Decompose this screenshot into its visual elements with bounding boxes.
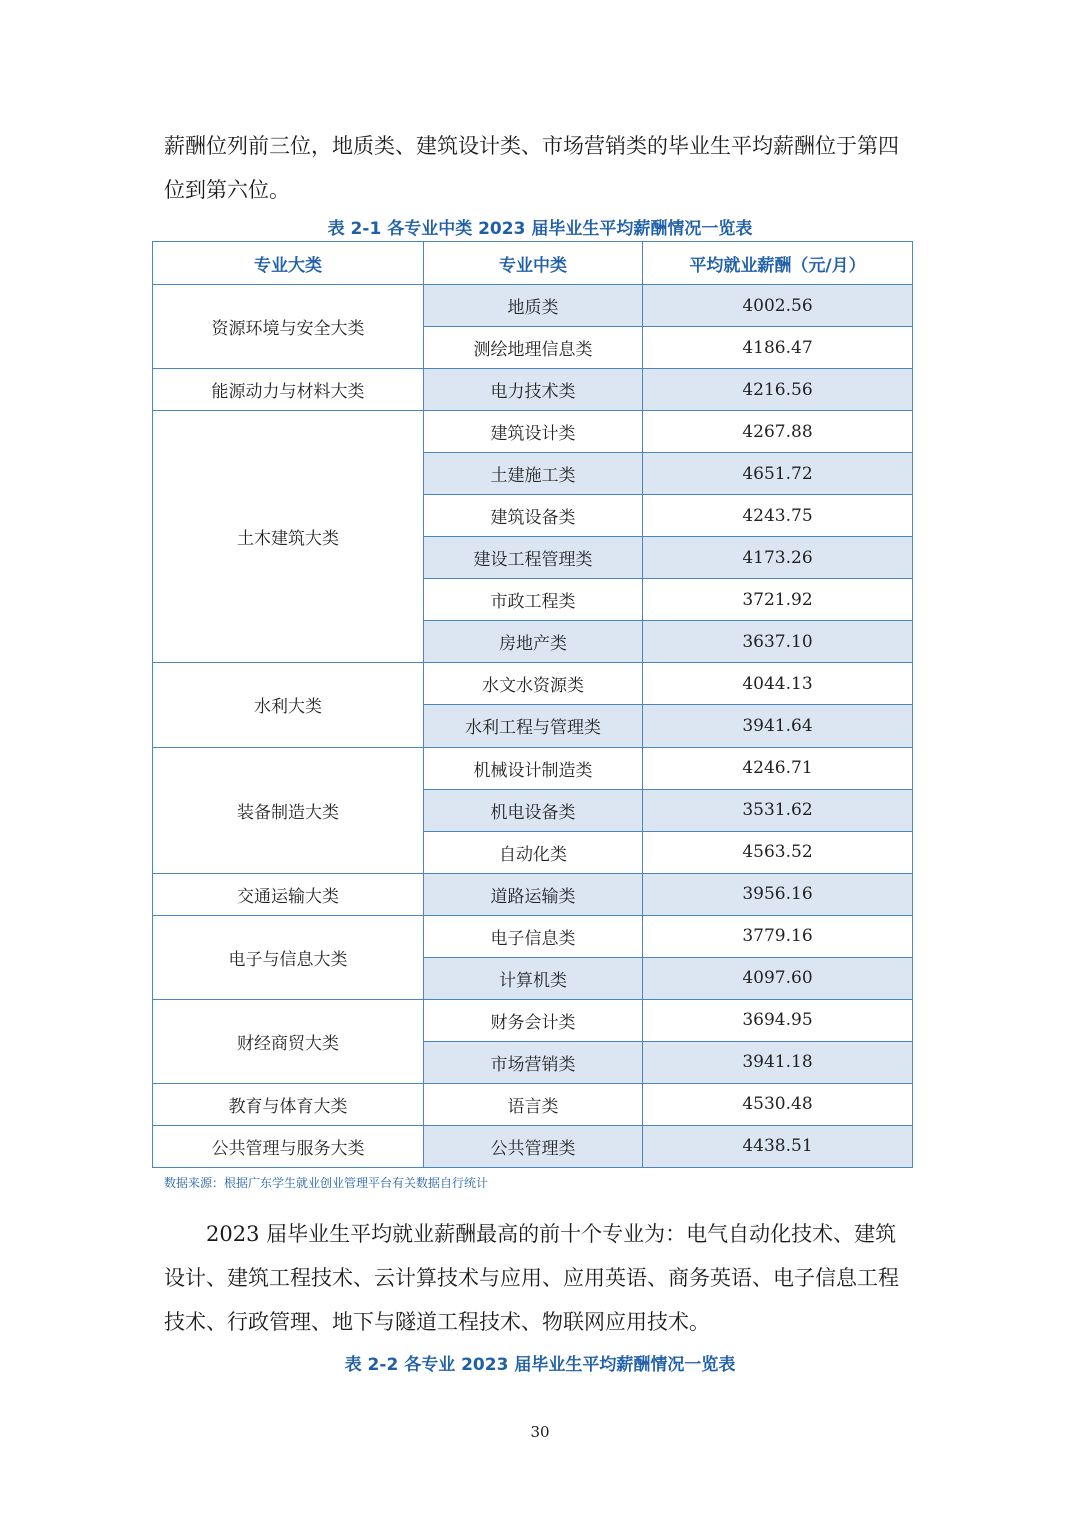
major-subcategory-cell: 建设工程管理类 (424, 537, 643, 579)
major-subcategory-cell: 水利工程与管理类 (424, 705, 643, 747)
major-subcategory-cell: 财务会计类 (424, 999, 643, 1041)
table-row (153, 1083, 913, 1125)
salary-cell: 3941.18 (643, 1041, 913, 1083)
salary-cell: 3694.95 (643, 999, 913, 1041)
major-subcategory-cell: 公共管理类 (424, 1125, 643, 1167)
major-subcategory-cell: 电力技术类 (424, 369, 643, 411)
salary-cell: 4044.13 (643, 663, 913, 705)
salary-cell: 3721.92 (643, 579, 913, 621)
table-row (153, 369, 913, 411)
table-row (153, 747, 913, 789)
header-major-category: 专业大类 (153, 242, 424, 285)
table1-caption: 表 2-1 各专业中类 2023 届毕业生平均薪酬情况一览表 (327, 219, 753, 239)
salary-cell: 3531.62 (643, 789, 913, 831)
table-row (153, 285, 913, 327)
table-row (153, 915, 913, 957)
major-category-cell: 公共管理与服务大类 (153, 1125, 424, 1167)
salary-cell: 4173.26 (643, 537, 913, 579)
major-subcategory-cell: 土建施工类 (424, 453, 643, 495)
source-note: 数据来源：根据广东学生就业创业管理平台有关数据自行统计 (164, 1176, 489, 1190)
table-body (153, 285, 913, 1168)
table2-caption: 表 2-2 各专业 2023 届毕业生平均薪酬情况一览表 (344, 1355, 736, 1375)
major-category-cell: 装备制造大类 (153, 747, 424, 873)
major-category-cell: 能源动力与材料大类 (153, 369, 424, 411)
salary-cell: 3941.64 (643, 705, 913, 747)
major-subcategory-cell: 机电设备类 (424, 789, 643, 831)
salary-cell: 4186.47 (643, 327, 913, 369)
top-ten-majors-paragraph: 2023 届毕业生平均就业薪酬最高的前十个专业为：电气自动化技术、建筑设计、建筑工程技术、云计算技术与应用、应用英语、商务英语、电子信息工程技术、行政管理、地下与隧道工程技术、物联网应用技术。 (164, 1222, 899, 1334)
salary-cell: 4216.56 (643, 369, 913, 411)
major-subcategory-cell: 电子信息类 (424, 915, 643, 957)
major-subcategory-cell: 测绘地理信息类 (424, 327, 643, 369)
salary-cell: 3779.16 (643, 915, 913, 957)
salary-cell: 4267.88 (643, 411, 913, 453)
major-category-cell: 资源环境与安全大类 (153, 285, 424, 369)
major-category-cell: 财经商贸大类 (153, 999, 424, 1083)
salary-cell: 3956.16 (643, 873, 913, 915)
major-subcategory-cell: 市场营销类 (424, 1041, 643, 1083)
page-number: 30 (530, 1423, 550, 1441)
salary-cell: 4243.75 (643, 495, 913, 537)
salary-table (152, 241, 913, 1168)
salary-cell: 4097.60 (643, 957, 913, 999)
major-category-cell: 交通运输大类 (153, 873, 424, 915)
salary-cell: 4002.56 (643, 285, 913, 327)
major-subcategory-cell: 市政工程类 (424, 579, 643, 621)
major-subcategory-cell: 房地产类 (424, 621, 643, 663)
major-subcategory-cell: 自动化类 (424, 831, 643, 873)
major-subcategory-cell: 语言类 (424, 1083, 643, 1125)
header-major-subcategory: 专业中类 (424, 242, 643, 285)
major-subcategory-cell: 道路运输类 (424, 873, 643, 915)
major-subcategory-cell: 水文水资源类 (424, 663, 643, 705)
salary-cell: 4530.48 (643, 1083, 913, 1125)
table-row (153, 663, 913, 705)
major-subcategory-cell: 机械设计制造类 (424, 747, 643, 789)
table-row (153, 999, 913, 1041)
salary-cell: 4246.71 (643, 747, 913, 789)
major-subcategory-cell: 计算机类 (424, 957, 643, 999)
table-header-row (153, 242, 913, 285)
major-subcategory-cell: 建筑设备类 (424, 495, 643, 537)
table-row (153, 411, 913, 453)
salary-cell: 4651.72 (643, 453, 913, 495)
major-category-cell: 电子与信息大类 (153, 915, 424, 999)
major-category-cell: 教育与体育大类 (153, 1083, 424, 1125)
table-row (153, 873, 913, 915)
table-row (153, 1125, 913, 1167)
header-average-salary: 平均就业薪酬（元/月） (643, 242, 913, 285)
intro-paragraph: 薪酬位列前三位，地质类、建筑设计类、市场营销类的毕业生平均薪酬位于第四位到第六位。 (164, 134, 899, 202)
major-category-cell: 水利大类 (153, 663, 424, 747)
salary-cell: 4438.51 (643, 1125, 913, 1167)
major-subcategory-cell: 地质类 (424, 285, 643, 327)
salary-cell: 3637.10 (643, 621, 913, 663)
major-category-cell: 土木建筑大类 (153, 411, 424, 663)
salary-cell: 4563.52 (643, 831, 913, 873)
major-subcategory-cell: 建筑设计类 (424, 411, 643, 453)
